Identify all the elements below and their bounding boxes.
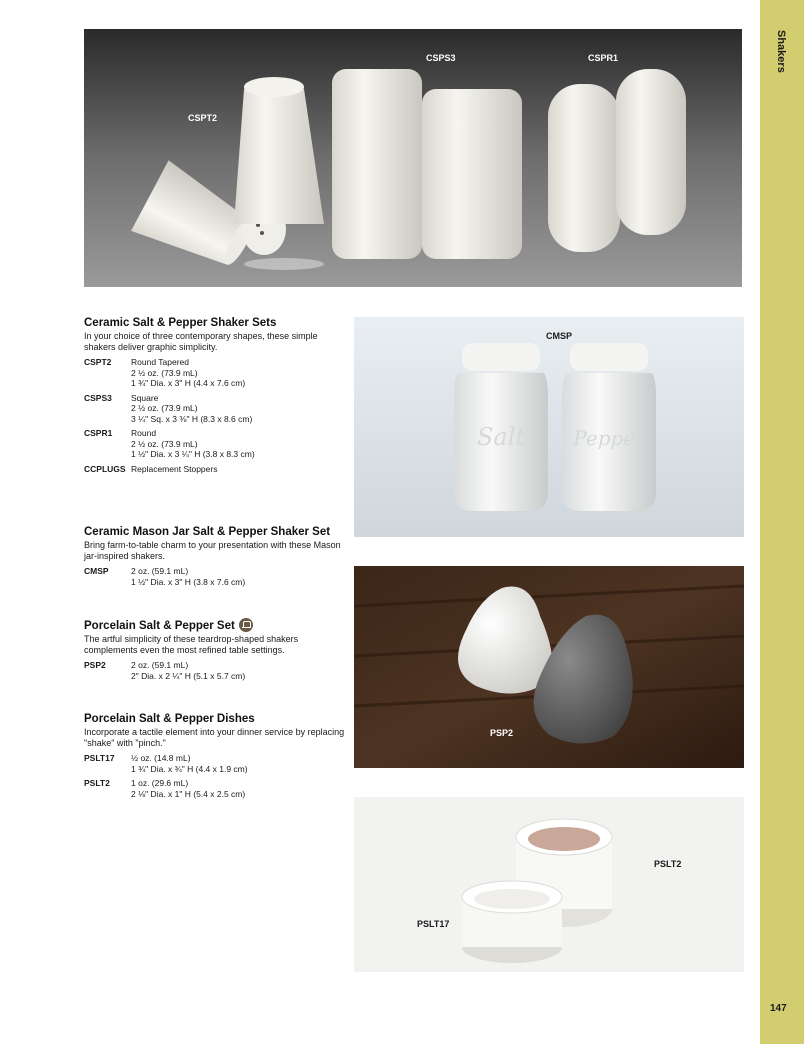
sku-line: Replacement Stoppers: [131, 463, 218, 474]
sku-code: CSPS3: [84, 392, 112, 403]
sku-code: PSLT2: [84, 778, 110, 788]
product-description: Bring farm-to-table charm to your presentation with these Mason jar-inspired shakers.: [84, 540, 341, 561]
page-number: 147: [770, 1003, 787, 1014]
sku-code: PSP2: [84, 660, 106, 670]
sku-line: Square: [131, 392, 159, 403]
sku-code: CSPR1: [84, 428, 113, 438]
teardrop-image: [354, 566, 744, 768]
jar-salt-text: Salt: [476, 423, 526, 451]
label-cmsp: CMSP: [546, 331, 573, 341]
product-block-porcelain-set: [84, 618, 346, 681]
sku-line: Round Tapered: [131, 357, 189, 367]
product-description: In your choice of three contemporary shapes, these simple shakers deliver graphic simplicity.: [84, 331, 318, 352]
product-title: Ceramic Mason Jar Salt & Pepper Shaker Set: [84, 526, 331, 538]
section-side-tab: [760, 0, 804, 1044]
mason-jar-image: [354, 317, 744, 537]
mason-jar-photo: [354, 317, 744, 537]
sku-item: [84, 464, 346, 475]
sku-line: 2 oz. (59.1 mL): [131, 660, 189, 670]
sku-line: 2 ⅛" Dia. x 1" H (5.4 x 2.5 cm): [131, 788, 246, 799]
sku-line: 1 oz. (29.6 mL): [131, 778, 189, 788]
shaker-sets-image: [84, 29, 742, 287]
sku-line: 2 ½ oz. (73.9 mL): [131, 403, 198, 413]
sku-line: 2 ½ oz. (73.9 mL): [131, 367, 198, 378]
sku-code: CCPLUGS: [84, 463, 126, 474]
sku-line: Round: [131, 428, 157, 438]
dishes-image: [354, 797, 744, 972]
sku-item: [84, 778, 346, 799]
product-title: Ceramic Salt & Pepper Shaker Sets: [84, 317, 277, 329]
label-csps3: CSPS3: [426, 53, 456, 63]
sku-line: 3 ¼" Sq. x 3 ⅜" H (8.3 x 8.6 cm): [131, 413, 253, 424]
label-pslt2: PSLT2: [654, 859, 682, 869]
sku-item: [84, 660, 346, 681]
sku-line: 1 ½" Dia. x 3" H (3.8 x 7.6 cm): [131, 576, 246, 587]
sku-item: [84, 428, 346, 460]
jar-pepper-text: Pepper: [573, 426, 645, 450]
sku-item: [84, 393, 346, 425]
teardrop-photo: [354, 566, 744, 768]
product-title: Porcelain Salt & Pepper Dishes: [84, 713, 255, 725]
label-pslt17: PSLT17: [417, 919, 450, 929]
sku-line: 1 ¾" Dia. x 3" H (4.4 x 7.6 cm): [131, 378, 246, 388]
sku-line: 1 ½" Dia. x 3 ¼" H (3.8 x 8.3 cm): [131, 449, 255, 459]
product-title: Porcelain Salt & Pepper Set: [84, 620, 235, 632]
product-block-ceramic-sets: [84, 316, 346, 474]
label-cspr1: CSPR1: [588, 53, 619, 63]
product-block-porcelain-dishes: [84, 712, 346, 799]
sku-code: CSPT2: [84, 357, 112, 367]
dishes-photo: [354, 797, 744, 972]
product-description: Incorporate a tactile element into your dinner service by replacing "shake" with "pinch.": [84, 727, 345, 748]
label-psp2: PSP2: [490, 728, 514, 738]
sku-line: 1 ¾" Dia. x ¾" H (4.4 x 1.9 cm): [131, 763, 248, 774]
sku-line: 2 ½ oz. (73.9 mL): [131, 438, 198, 449]
shaker-sets-photo: [84, 29, 742, 287]
label-cspt2: CSPT2: [188, 113, 218, 123]
product-description: The artful simplicity of these teardrop-shaped shakers complements even the most refined table settings.: [84, 634, 299, 655]
sku-code: CMSP: [84, 566, 109, 576]
sku-code: PSLT17: [84, 753, 115, 763]
dishwasher-safe-icon: [239, 618, 253, 632]
sku-item: [84, 566, 346, 587]
sku-line: ½ oz. (14.8 mL): [131, 753, 191, 763]
sku-item: [84, 753, 346, 774]
sku-line: 2" Dia. x 2 ¼" H (5.1 x 5.7 cm): [131, 670, 246, 681]
sku-line: 2 oz. (59.1 mL): [131, 566, 189, 576]
section-title: Shakers: [775, 30, 787, 73]
product-title-row: [84, 618, 346, 633]
sku-item: [84, 357, 346, 389]
product-block-mason-jar: [84, 525, 346, 587]
